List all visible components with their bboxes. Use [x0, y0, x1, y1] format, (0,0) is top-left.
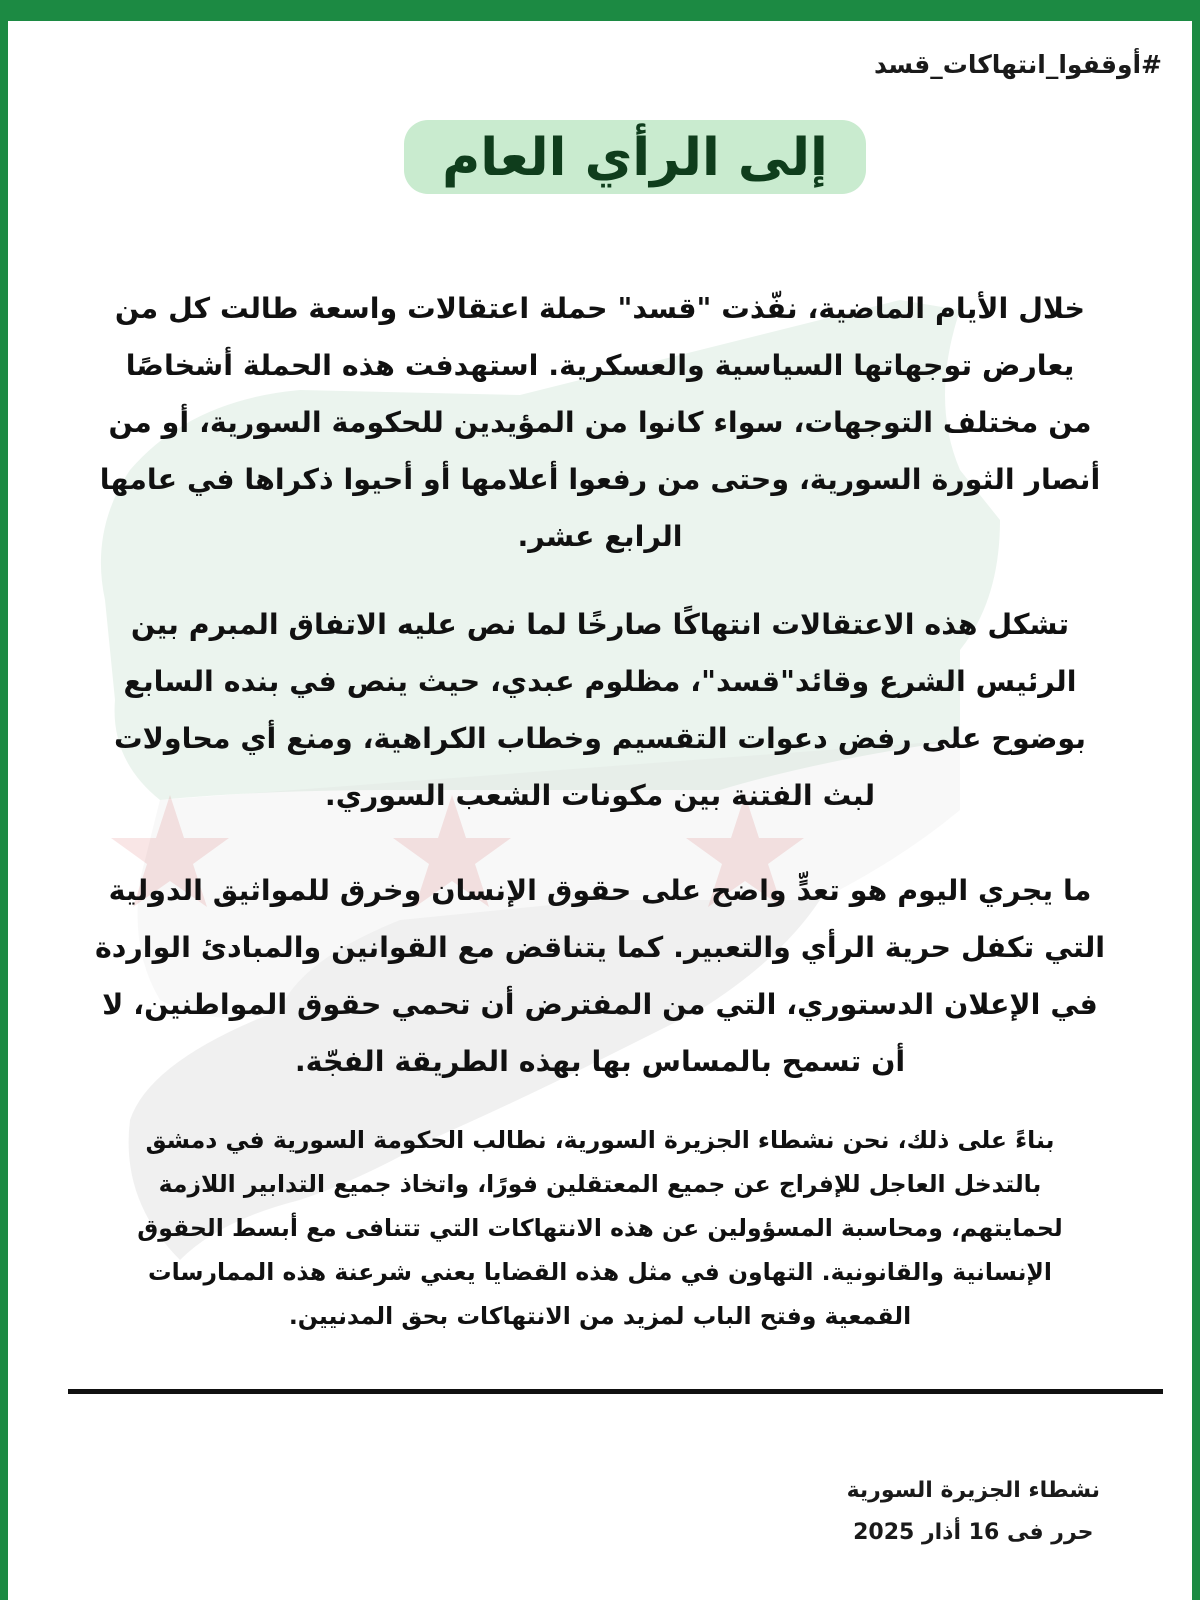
- paragraph-line: بناءً على ذلك، نحن نشطاء الجزيرة السورية، نطالب الحكومة السورية في دمشق: [145, 1126, 1055, 1154]
- paragraph-line: أنصار الثورة السورية، وحتى من رفعوا أعلامها أو أحيوا ذكراها في عامها: [99, 463, 1101, 496]
- frame-left-border: [0, 0, 8, 1600]
- paragraph-line: تشكل هذه الاعتقالات انتهاكًا صارخًا لما نص عليه الاتفاق المبرم بين: [130, 608, 1070, 641]
- frame-top-border: [0, 0, 1200, 21]
- paragraph-line: لبث الفتنة بين مكونات الشعب السوري.: [324, 779, 876, 812]
- paragraph-line: بوضوح على رفض دعوات التقسيم وخطاب الكراهية، ومنع أي محاولات: [114, 722, 1086, 755]
- paragraph-4: [72, 1118, 1128, 1338]
- section-divider: [68, 1389, 1163, 1394]
- paragraph-line: أن تسمح بالمساس بها بهذه الطريقة الفجّة.: [294, 1045, 906, 1078]
- paragraph-line: التي تكفل حرية الرأي والتعبير. كما يتناقض مع القوانين والمبادئ الواردة: [94, 931, 1106, 964]
- paragraph-line: القمعية وفتح الباب لمزيد من الانتهاكات بحق المدنيين.: [288, 1302, 912, 1330]
- paragraph-2: [72, 596, 1128, 824]
- paragraph-line: الإنسانية والقانونية. التهاون في مثل هذه القضايا يعني شرعنة هذه الممارسات: [147, 1258, 1052, 1286]
- paragraph-line: بالتدخل العاجل للإفراج عن جميع المعتقلين فورًا، واتخاذ جميع التدابير اللازمة: [158, 1170, 1042, 1198]
- signature-author: نشطاء الجزيرة السورية: [846, 1478, 1100, 1503]
- paragraph-line: لحمايتهم، ومحاسبة المسؤولين عن هذه الانتهاكات التي تتنافى مع أبسط الحقوق: [137, 1214, 1063, 1242]
- paragraph-line: الرئيس الشرع وقائد"قسد"، مظلوم عبدي، حيث ينص في بنده السابع: [123, 665, 1077, 698]
- paragraph-line: ما يجري اليوم هو تعدٍّ واضح على حقوق الإنسان وخرق للمواثيق الدولية: [108, 874, 1092, 907]
- document-title: إلى الرأي العام: [442, 128, 828, 188]
- hashtag-header: #أوقفوا_انتهاكات_قسد: [873, 50, 1162, 79]
- paragraph-line: من مختلف التوجهات، سواء كانوا من المؤيدين للحكومة السورية، أو من: [108, 406, 1092, 439]
- paragraph-line: خلال الأيام الماضية، نفّذت "قسد" حملة اعتقالات واسعة طالت كل من: [114, 292, 1086, 325]
- paragraph-3: [72, 862, 1128, 1090]
- paragraph-line: الرابع عشر.: [517, 520, 683, 553]
- paragraph-line: في الإعلان الدستوري، التي من المفترض أن تحمي حقوق المواطنين، لا: [102, 988, 1098, 1021]
- paragraph-1: [72, 280, 1128, 565]
- signature-date: حرر فى 16 أذار 2025: [853, 1520, 1094, 1545]
- paragraph-line: يعارض توجهاتها السياسية والعسكرية. استهدفت هذه الحملة أشخاصًا: [125, 349, 1075, 382]
- signature-block: [847, 1470, 1100, 1554]
- frame-right-border: [1192, 0, 1200, 1600]
